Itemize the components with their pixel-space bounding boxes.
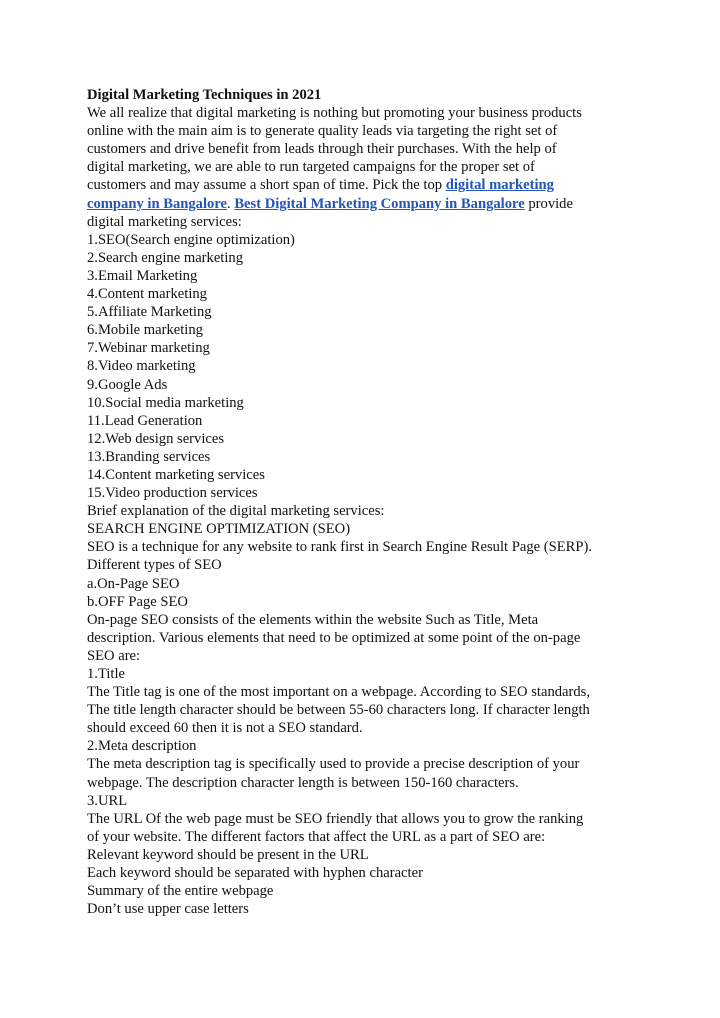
list-item: 13.Branding services [87, 448, 211, 465]
paragraph-line: of your website. The different factors that affect the URL as a part of SEO are: [87, 828, 546, 845]
paragraph-text: customers and may assume a short span of time. Pick the top [87, 177, 446, 194]
paragraph-line: The Title tag is one of the most important on a webpage. According to SEO standards, [87, 684, 590, 701]
paragraph-line: Brief explanation of the digital marketing services: [87, 503, 385, 520]
list-item: a.On-Page SEO [87, 575, 180, 592]
list-item: 7.Webinar marketing [87, 340, 210, 357]
paragraph-line: Summary of the entire webpage [87, 883, 274, 900]
list-item: 2.Search engine marketing [87, 249, 244, 266]
services-list [87, 231, 647, 502]
seo-section [87, 502, 647, 918]
paragraph-line: SEO are: [87, 647, 141, 664]
digital-marketing-company-link[interactable]: digital marketing [445, 177, 554, 194]
list-item: 5.Affiliate Marketing [87, 304, 212, 321]
paragraph-line-with-link [87, 176, 647, 194]
list-item: 1.SEO(Search engine optimization) [87, 231, 295, 248]
list-item: 8.Video marketing [87, 358, 196, 375]
paragraph-line: should exceed 60 then it is not a SEO standard. [87, 720, 363, 737]
list-item: b.OFF Page SEO [87, 593, 188, 610]
list-item: 9.Google Ads [87, 376, 168, 393]
paragraph-line: digital marketing services: [87, 213, 242, 230]
digital-marketing-company-link-continued[interactable]: company in Bangalore [87, 195, 228, 212]
paragraph-line: The meta description tag is specifically used to provide a precise description of your [87, 756, 580, 773]
paragraph-line: Each keyword should be separated with hyphen character [87, 865, 423, 882]
paragraph-line: Different types of SEO [87, 557, 222, 574]
list-item: 11.Lead Generation [87, 412, 203, 429]
list-item: 15.Video production services [87, 485, 258, 502]
separator-text: . [227, 195, 235, 212]
paragraph-text: provide [524, 195, 573, 212]
paragraph-line: The title length character should be between 55-60 characters long. If character length [87, 702, 590, 719]
paragraph-line: SEO is a technique for any website to rank first in Search Engine Result Page (SERP). [87, 539, 593, 556]
list-item: 12.Web design services [87, 430, 225, 447]
list-item: 6.Mobile marketing [87, 322, 203, 339]
paragraph-line: digital marketing, we are able to run targeted campaigns for the proper set of [87, 159, 535, 176]
paragraph-line: Don’t use upper case letters [87, 901, 249, 918]
subsection-heading: 1.Title [87, 666, 125, 682]
paragraph-line-with-link [87, 195, 647, 213]
paragraph-line: Relevant keyword should be present in the URL [87, 846, 369, 863]
list-item: 4.Content marketing [87, 286, 207, 303]
paragraph-line: webpage. The description character length is between 150-160 characters. [87, 774, 519, 791]
section-heading: SEARCH ENGINE OPTIMIZATION (SEO) [87, 521, 351, 538]
paragraph-line: The URL Of the web page must be SEO friendly that allows you to grow the ranking [87, 810, 584, 827]
paragraph-line: online with the main aim is to generate quality leads via targeting the right set of [87, 123, 558, 140]
paragraph-line: We all realize that digital marketing is nothing but promoting your business products [87, 105, 582, 122]
subsection-heading: 2.Meta description [87, 738, 197, 755]
list-item: 14.Content marketing services [87, 466, 265, 483]
document-body [87, 86, 647, 918]
list-item: 3.Email Marketing [87, 267, 198, 284]
paragraph-line: On-page SEO consists of the elements within the website Such as Title, Meta [87, 611, 539, 628]
document-title: Digital Marketing Techniques in 2021 [87, 87, 322, 103]
paragraph-line: description. Various elements that need to be optimized at some point of the on-page [87, 629, 581, 646]
best-digital-marketing-company-link[interactable]: Best Digital Marketing Company in Bangalore [234, 195, 525, 212]
paragraph-line: customers and drive benefit from leads through their purchases. With the help of [87, 141, 557, 158]
list-item: 10.Social media marketing [87, 394, 244, 411]
subsection-heading: 3.URL [87, 792, 128, 809]
